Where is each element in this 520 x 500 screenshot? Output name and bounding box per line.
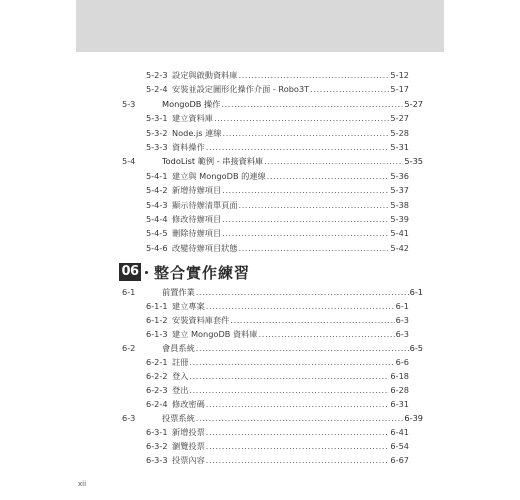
toc-entry: [146, 454, 409, 466]
toc-entry: [146, 440, 409, 452]
toc-entry-title: 刪除待辦項目: [172, 228, 222, 239]
toc-entry: [146, 370, 409, 382]
toc-entry-page: 5-42: [390, 242, 409, 253]
toc-entry-number: 5-3-2: [146, 127, 168, 138]
toc-entry-page: 6-5: [409, 343, 423, 353]
toc-entry: [146, 141, 409, 153]
leader-dots: [206, 426, 390, 438]
toc-entry-page: 5-27: [404, 98, 423, 109]
toc-entry-number: 5-4-2: [146, 185, 168, 196]
toc-entry-page: 6-6: [395, 357, 409, 367]
toc-entry: [122, 412, 423, 424]
toc-entry-number: 6-1-1: [146, 301, 168, 311]
leader-dots: [267, 170, 390, 182]
toc-entry-page: 5-28: [390, 127, 409, 138]
toc-entry: [122, 98, 423, 110]
toc-entry: [122, 286, 423, 298]
toc-entry-number: 6-3-3: [146, 455, 168, 465]
leader-dots: [239, 69, 390, 81]
toc-entry-page: 5-12: [390, 70, 409, 80]
toc-entry-title: 新增投票: [172, 427, 205, 437]
leader-dots: [196, 412, 404, 424]
toc-entry-title: Node.js 連線: [172, 127, 222, 138]
leader-dots: [310, 83, 389, 95]
toc-entry-page: 6-67: [390, 455, 409, 465]
toc-entry: [146, 170, 409, 182]
toc-entry-number: 5-3-1: [146, 113, 168, 124]
leader-dots: [264, 155, 403, 167]
leader-dots: [222, 213, 389, 225]
toc-entry: [122, 342, 423, 354]
toc-entry: [122, 155, 423, 167]
toc-entry-page: 6-39: [404, 413, 423, 423]
toc-entry-page: 6-3: [395, 329, 409, 339]
toc-entry-page: 6-28: [390, 385, 409, 395]
leader-dots: [223, 127, 390, 139]
toc-entry-number: 5-2-3: [146, 70, 168, 80]
toc-entry-number: 6-1: [122, 287, 136, 297]
toc-entry-title: 瀏覽投票: [172, 441, 205, 451]
toc-entry-title: 前置作業: [162, 287, 195, 297]
toc-entry-page: 6-3: [395, 315, 409, 325]
leader-dots: [206, 141, 390, 153]
toc-entry: [146, 184, 409, 196]
toc-entry-number: 6-2-3: [146, 385, 168, 395]
toc-entry-page: 5-36: [390, 170, 409, 181]
toc-entry: [146, 83, 409, 95]
chapter-heading: [119, 262, 250, 282]
toc-entry-title: 投票系統: [162, 413, 195, 423]
toc-entry-title: 修改待辦項目: [172, 214, 222, 224]
toc-entry-title: 修改密碼: [172, 399, 205, 409]
leader-dots: [206, 454, 390, 466]
toc-entry: [146, 356, 409, 368]
leader-dots: [206, 440, 390, 452]
toc-entry-title: 投票內容: [172, 455, 205, 465]
leader-dots: [189, 384, 389, 396]
leader-dots: [206, 398, 390, 410]
toc-entry-number: 5-2-4: [146, 84, 168, 95]
toc-entry: [146, 112, 409, 124]
toc-entry-page: 6-18: [390, 371, 409, 381]
toc-entry-title: 登出: [172, 385, 189, 395]
leader-dots: [214, 112, 389, 124]
toc-entry-title: 會員系統: [162, 343, 195, 353]
toc-entry-number: 6-2: [122, 343, 136, 353]
leader-dots: [189, 356, 394, 368]
toc-entry-number: 6-1-3: [146, 329, 168, 339]
leader-dots: [222, 227, 389, 239]
toc-entry-number: 6-1-2: [146, 315, 168, 325]
toc-entry-number: 5-4-6: [146, 242, 168, 253]
leader-dots: [239, 242, 390, 254]
toc-entry: [146, 199, 409, 211]
toc-entry-title: 安裝並設定圖形化操作介面 - Robo3T: [172, 84, 310, 95]
toc-entry-number: 6-2-1: [146, 357, 168, 367]
toc-entry-page: 6-41: [390, 427, 409, 437]
toc-entry: [146, 213, 409, 225]
toc-entry-page: 5-37: [390, 185, 409, 196]
leader-dots: [196, 286, 409, 298]
toc-entry-title: 建立資料庫: [172, 113, 213, 124]
toc-entry: [146, 384, 409, 396]
toc-entry-page: 6-1: [409, 287, 423, 297]
toc-entry: [146, 426, 409, 438]
leader-dots: [206, 300, 395, 312]
leader-dots: [222, 184, 389, 196]
toc-entry-title: 資料操作: [172, 142, 205, 152]
toc-entry-page: 5-35: [404, 156, 423, 167]
bullet-icon: [145, 271, 148, 274]
toc-entry-title: TodoList 範例 - 串接資料庫: [162, 156, 264, 167]
toc-entry: [146, 69, 409, 81]
toc-entry: [146, 127, 409, 139]
toc-entry-title: 建立 MongoDB 資料庫: [172, 329, 258, 339]
toc-entry-number: 5-4-4: [146, 214, 168, 224]
leader-dots: [239, 199, 390, 211]
toc-entry-title: 登入: [172, 371, 189, 381]
leader-dots: [221, 98, 403, 110]
toc-entry-title: 建立與 MongoDB 的連線: [172, 170, 266, 181]
leader-dots: [259, 328, 395, 340]
toc-entry-page: 5-41: [390, 228, 409, 239]
toc-entry-page: 5-31: [390, 142, 409, 152]
toc-entry-number: 6-2-2: [146, 371, 168, 381]
toc-entry-title: 新增待辦項目: [172, 185, 222, 196]
leader-dots: [189, 370, 389, 382]
toc-entry-page: 6-54: [390, 441, 409, 451]
toc-entry: [146, 300, 409, 312]
toc-entry-number: 6-3-1: [146, 427, 168, 437]
toc-entry-number: 5-3-3: [146, 142, 168, 152]
toc-entry-number: 5-4-3: [146, 199, 168, 210]
leader-dots: [196, 342, 409, 354]
toc-entry-number: 5-3: [122, 98, 136, 109]
toc-entry-title: MongoDB 操作: [162, 98, 221, 109]
toc-entry-title: 註冊: [172, 357, 189, 367]
toc-entry-page: 5-17: [390, 84, 409, 95]
toc-entry-page: 5-27: [390, 113, 409, 124]
toc-entry-number: 6-3: [122, 413, 136, 423]
toc-entry-number: 6-2-4: [146, 399, 168, 409]
chapter-title: 整合實作練習: [154, 263, 251, 282]
toc-entry-number: 5-4-1: [146, 170, 168, 181]
leader-dots: [230, 314, 394, 326]
chapter-number-badge: 06: [119, 263, 141, 281]
toc-entry: [146, 314, 409, 326]
toc-entry: [146, 227, 409, 239]
toc-entry-title: 改變待辦項目狀態: [172, 242, 238, 253]
toc-entry-number: 6-3-2: [146, 441, 168, 451]
toc-entry-title: 建立專案: [172, 301, 205, 311]
toc-entry: [146, 398, 409, 410]
toc-entry-title: 顯示待辦清單頁面: [172, 199, 238, 210]
toc-entry-page: 5-38: [390, 199, 409, 210]
toc-entry: [146, 242, 409, 254]
toc-entry: [146, 328, 409, 340]
page-number: xii: [78, 480, 87, 488]
toc-entry-title: 安裝資料庫套件: [172, 315, 230, 325]
toc-entry-page: 5-39: [390, 214, 409, 224]
toc-entry-page: 6-1: [395, 301, 409, 311]
toc-entry-number: 5-4-5: [146, 228, 168, 239]
toc-entry-page: 6-31: [390, 399, 409, 409]
toc-entry-number: 5-4: [122, 156, 136, 167]
toc-entry-title: 設定與啟動資料庫: [172, 70, 238, 80]
